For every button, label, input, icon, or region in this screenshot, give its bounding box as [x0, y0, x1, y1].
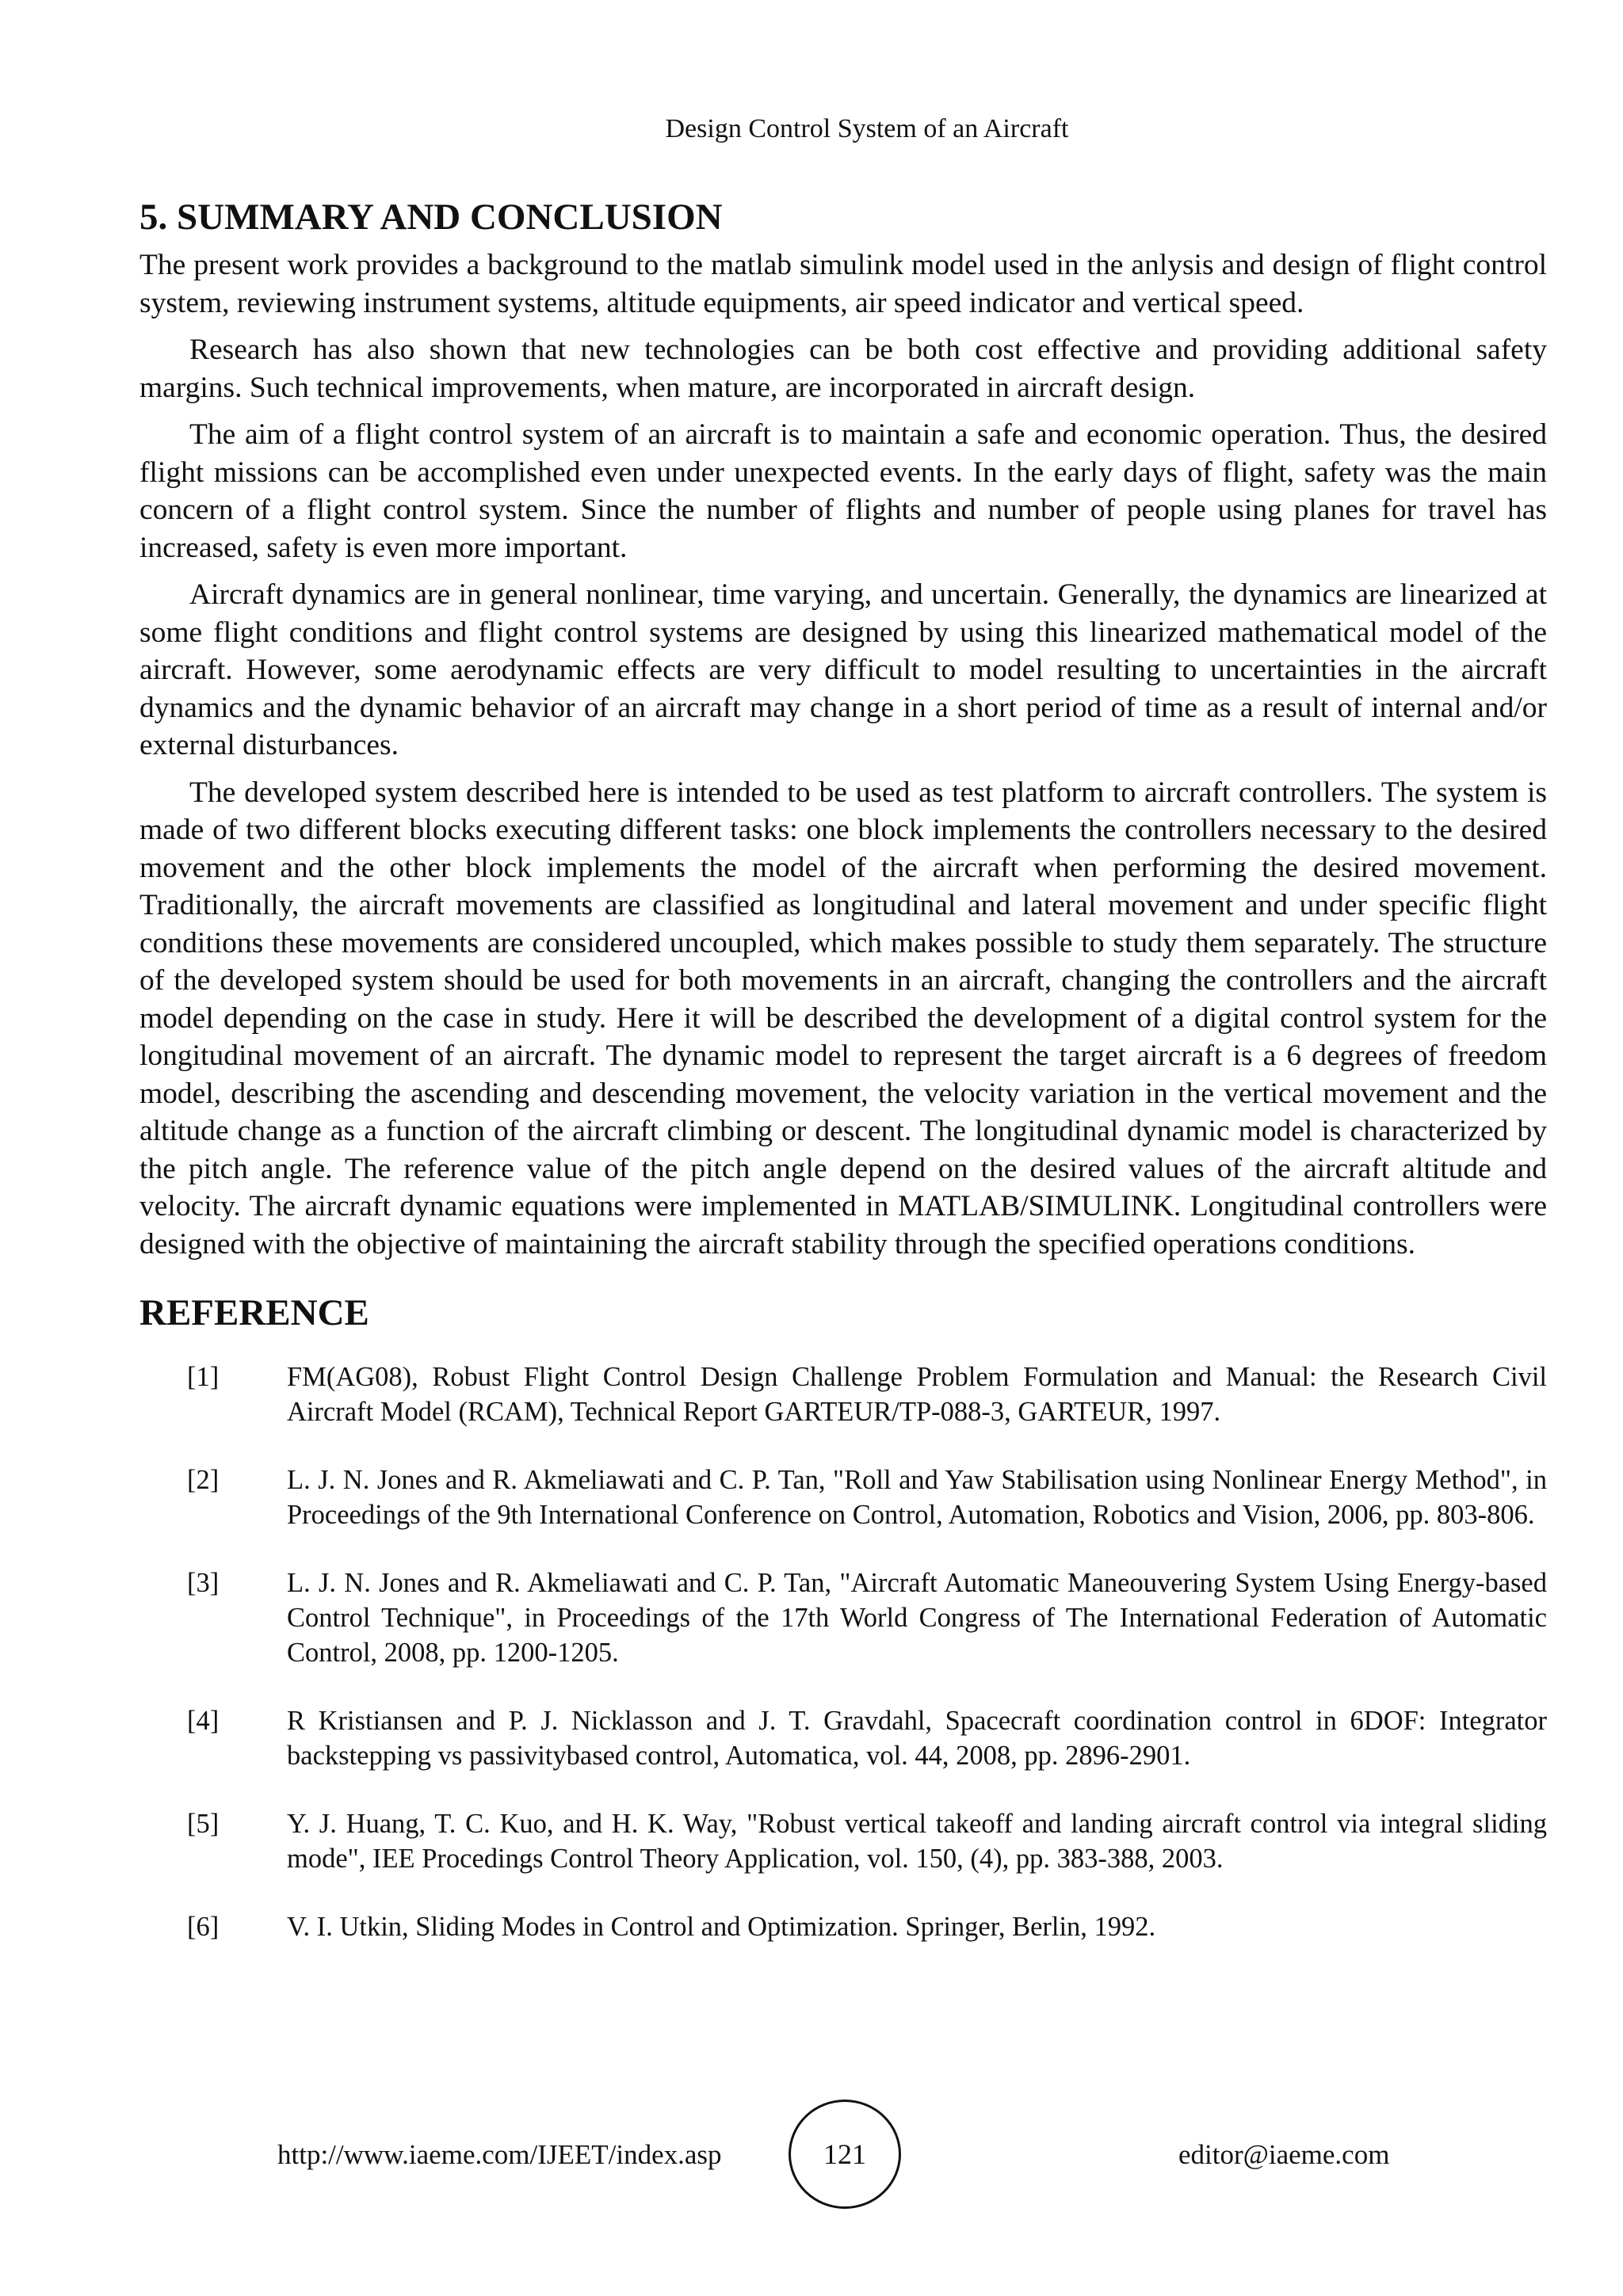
reference-number: [2] [187, 1465, 220, 1495]
footer-email-link[interactable]: editor@iaeme.com [1178, 2139, 1390, 2170]
reference-number: [4] [187, 1706, 220, 1736]
page-footer [0, 2100, 1623, 2218]
body-paragraph: The aim of a flight control system of an aircraft is to maintain a safe and economic operation. Thus, the desired flight missions can be accomplished even under unexpected events. In the early days of flight, safety was the main concern of a flight control system. Since the number of flights and number of people using planes for travel has increased, safety is even more important. [139, 418, 1547, 564]
reference-text: R Kristiansen and P. J. Nicklasson and J. T. Gravdahl, Spacecraft coordination control in 6DOF: Integrator backstepping vs passivitybased control, Automatica, vol. 44, 2008, pp. 2896-2901. [287, 1706, 1547, 1771]
reference-item [139, 1909, 1547, 1944]
footer-url-link[interactable]: http://www.iaeme.com/IJEET/index.asp [277, 2139, 722, 2170]
reference-item [139, 1360, 1547, 1429]
reference-item [139, 1703, 1547, 1773]
reference-list [139, 1360, 1547, 1944]
section-heading: 5. SUMMARY AND CONCLUSION [139, 196, 723, 238]
reference-item [139, 1463, 1547, 1532]
reference-text: L. J. N. Jones and R. Akmeliawati and C. P. Tan, "Aircraft Automatic Maneouvering System Using Energy-based Control Technique", in Proceedings of the 17th World Congress of The International Federation of Automatic Control, 2008, pp. 1200-1205. [287, 1568, 1547, 1668]
body-paragraph: Aircraft dynamics are in general nonlinear, time varying, and uncertain. Generally, the dynamics are linearized at some flight conditions and flight control systems are designed by using this linearized mathematical model of the aircraft. However, some aerodynamic effects are very difficult to model resulting to uncertainties in the aircraft dynamics and the dynamic behavior of an aircraft may change in a short period of time as a result of internal and/or external disturbances. [139, 578, 1547, 761]
page-content [139, 194, 1547, 1978]
body-paragraph: The present work provides a background to the matlab simulink model used in the anlysis and design of flight control system, reviewing instrument systems, altitude equipments, air speed indicator and vertical speed. [139, 249, 1547, 319]
reference-number: [3] [187, 1568, 220, 1598]
reference-number: [5] [187, 1809, 220, 1839]
body-paragraph: The developed system described here is intended to be used as test platform to aircraft controllers. The system is made of two different blocks executing different tasks: one block implements the controllers necessary to the desired movement and the other block implements the model of the aircraft when performing the desired movement. Traditionally, the aircraft movements are classified as longitudinal and lateral movement and under specific flight conditions these movements are considered uncoupled, which makes possible to study them separately. The structure of the developed system should be used for both movements in an aircraft, changing the controllers and the aircraft model depending on the case in study. Here it will be described the development of a digital control system for the longitudinal movement of an aircraft. The dynamic model to represent the target aircraft is a 6 degrees of freedom model, describing the ascending and descending movement, the velocity variation in the vertical movement and the altitude change as a function of the aircraft climbing or descent. The longitudinal dynamic model is characterized by the pitch angle. The reference value of the pitch angle depend on the desired values of the aircraft altitude and velocity. The aircraft dynamic equations were implemented in MATLAB/SIMULINK. Longitudinal controllers were designed with the objective of maintaining the aircraft stability through the specified operations conditions. [139, 776, 1547, 1261]
body-paragraph: Research has also shown that new technologies can be both cost effective and providing additional safety margins. Such technical improvements, when mature, are incorporated in aircraft design. [139, 334, 1547, 404]
reference-item [139, 1806, 1547, 1876]
reference-number: [1] [187, 1362, 220, 1392]
running-header: Design Control System of an Aircraft [665, 114, 1069, 143]
reference-text: L. J. N. Jones and R. Akmeliawati and C. P. Tan, "Roll and Yaw Stabilisation using Nonlinear Energy Method", in Proceedings of the 9th International Conference on Control, Automation, Robotics and Vision, 2006, pp. 803-806. [287, 1465, 1547, 1530]
references-heading: REFERENCE [139, 1292, 369, 1333]
reference-item [139, 1566, 1547, 1670]
reference-text: V. I. Utkin, Sliding Modes in Control and Optimization. Springer, Berlin, 1992. [287, 1912, 1156, 1942]
page-number: 121 [823, 2138, 866, 2170]
reference-text: FM(AG08), Robust Flight Control Design Challenge Problem Formulation and Manual: the Research Civil Aircraft Model (RCAM), Technical Report GARTEUR/TP-088-3, GARTEUR, 1997. [287, 1362, 1547, 1427]
reference-text: Y. J. Huang, T. C. Kuo, and H. K. Way, "Robust vertical takeoff and landing aircraft control via integral sliding mode", IEE Procedings Control Theory Application, vol. 150, (4), pp. 383-388, 2003. [287, 1809, 1547, 1874]
reference-number: [6] [187, 1912, 220, 1942]
page-number-badge [789, 2100, 901, 2209]
